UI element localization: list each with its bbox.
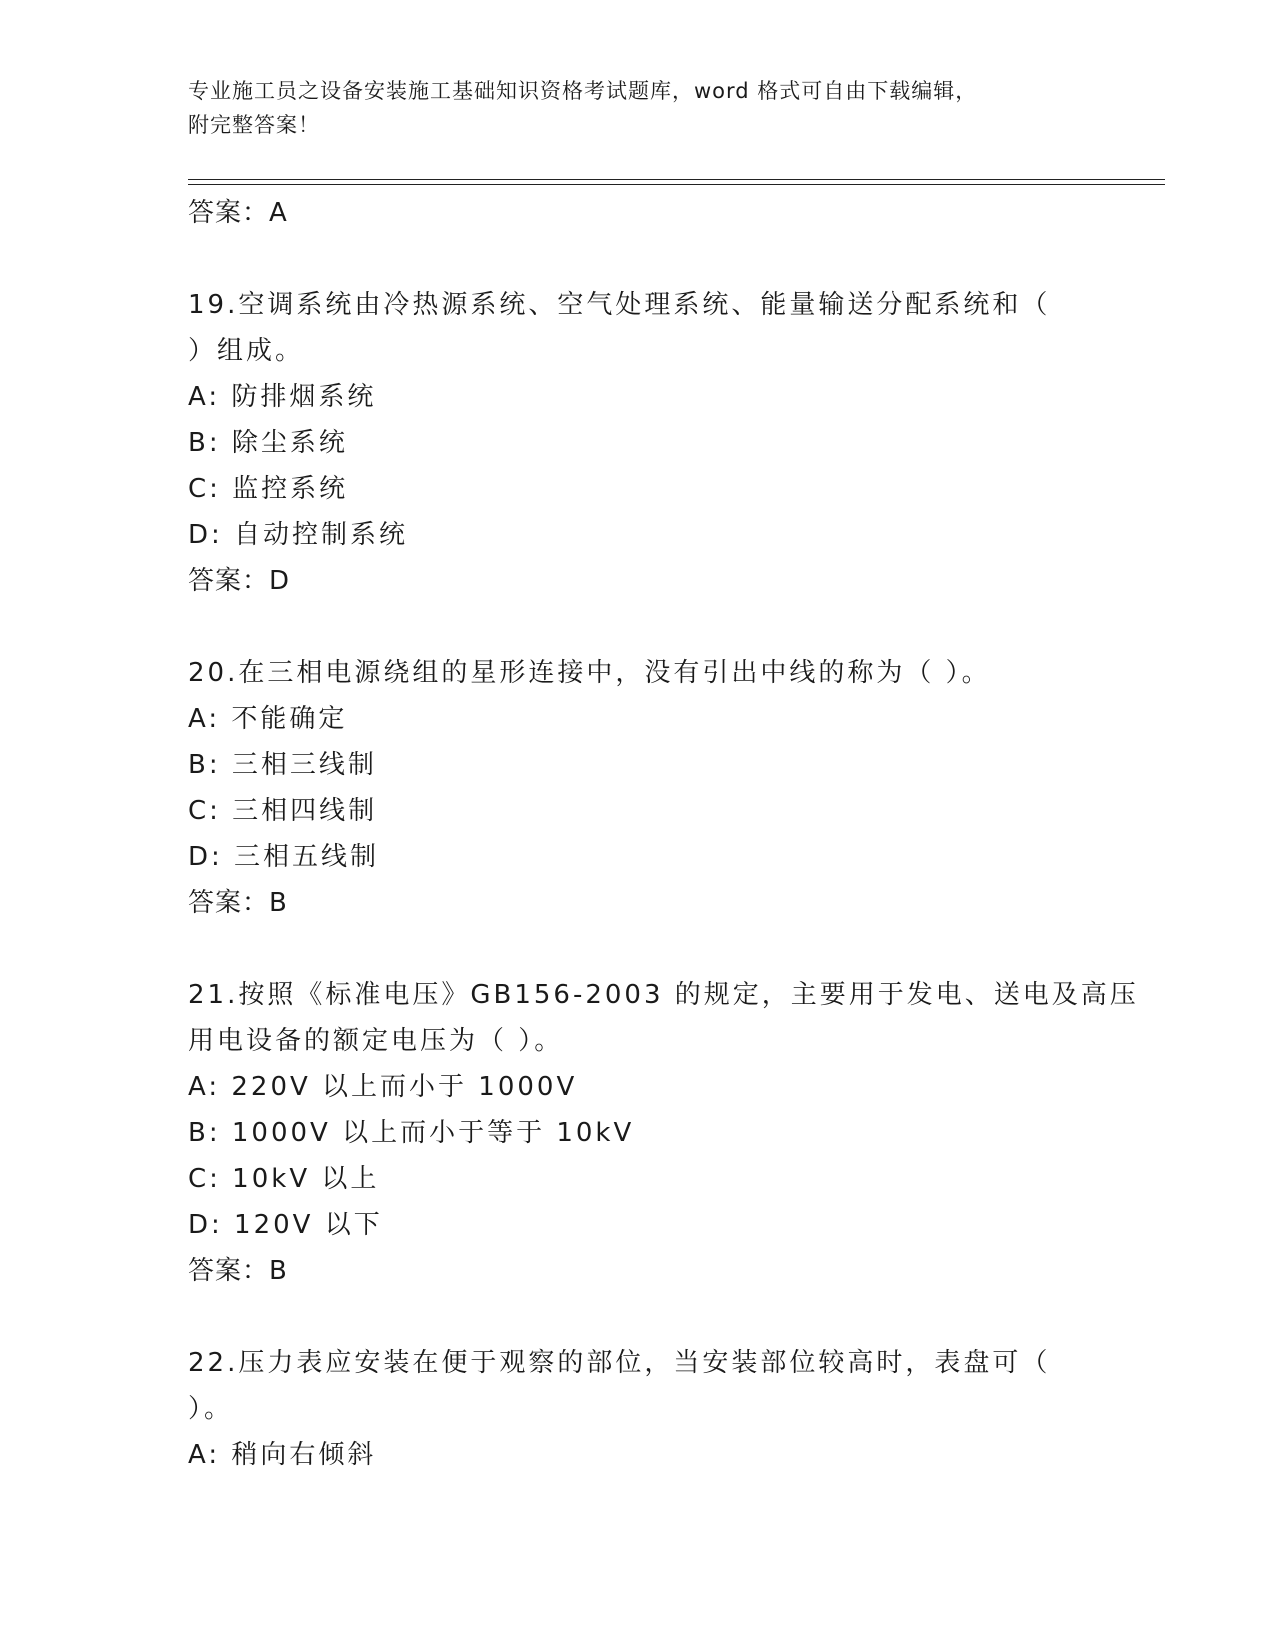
header-line-2: 附完整答案！	[188, 113, 320, 137]
question-stem: 22.压力表应安装在便于观察的部位，当安装部位较高时，表盘可（	[188, 1348, 1051, 1378]
header-line-1: 专业施工员之设备安装施工基础知识资格考试题库，word 格式可自由下载编辑，	[188, 79, 978, 103]
question-stem: ）。	[188, 1394, 234, 1424]
answer-line: 答案：B	[188, 888, 288, 918]
question-20	[188, 650, 1088, 926]
spacer	[188, 236, 1088, 282]
question-stem: ）组成。	[188, 336, 305, 366]
header-divider-top	[188, 179, 1165, 180]
option-d: D: 自动控制系统	[188, 520, 409, 550]
option-c: C: 10kV 以上	[188, 1164, 380, 1194]
option-a: A: 220V 以上而小于 1000V	[188, 1072, 578, 1102]
spacer	[188, 604, 1088, 650]
option-b: B: 除尘系统	[188, 428, 348, 458]
option-a: A: 不能确定	[188, 704, 348, 734]
answer-line: 答案：A	[188, 198, 288, 228]
spacer	[188, 926, 1088, 972]
answer-line: 答案：B	[188, 1256, 288, 1286]
question-stem: 20.在三相电源绕组的星形连接中，没有引出中线的称为（ ）。	[188, 658, 991, 688]
question-22	[188, 1340, 1088, 1478]
option-b: B: 1000V 以上而小于等于 10kV	[188, 1118, 635, 1148]
question-19	[188, 282, 1088, 604]
spacer	[188, 1294, 1088, 1340]
question-stem: 21.按照《标准电压》GB156-2003 的规定，主要用于发电、送电及高压	[188, 980, 1139, 1010]
option-d: D: 三相五线制	[188, 842, 380, 872]
option-c: C: 三相四线制	[188, 796, 378, 826]
answer-line: 答案：D	[188, 566, 291, 596]
option-a: A: 防排烟系统	[188, 382, 377, 412]
option-a: A: 稍向右倾斜	[188, 1440, 377, 1470]
option-b: B: 三相三线制	[188, 750, 377, 780]
option-c: C: 监控系统	[188, 474, 349, 504]
question-stem: 用电设备的额定电压为（ ）。	[188, 1026, 564, 1056]
question-list	[188, 190, 1139, 1478]
document-header	[188, 74, 1068, 142]
question-21	[188, 972, 1139, 1294]
option-d: D: 120V 以下	[188, 1210, 383, 1240]
question-stem: 19.空调系统由冷热源系统、空气处理系统、能量输送分配系统和（	[188, 290, 1051, 320]
header-divider-bottom	[188, 184, 1165, 185]
